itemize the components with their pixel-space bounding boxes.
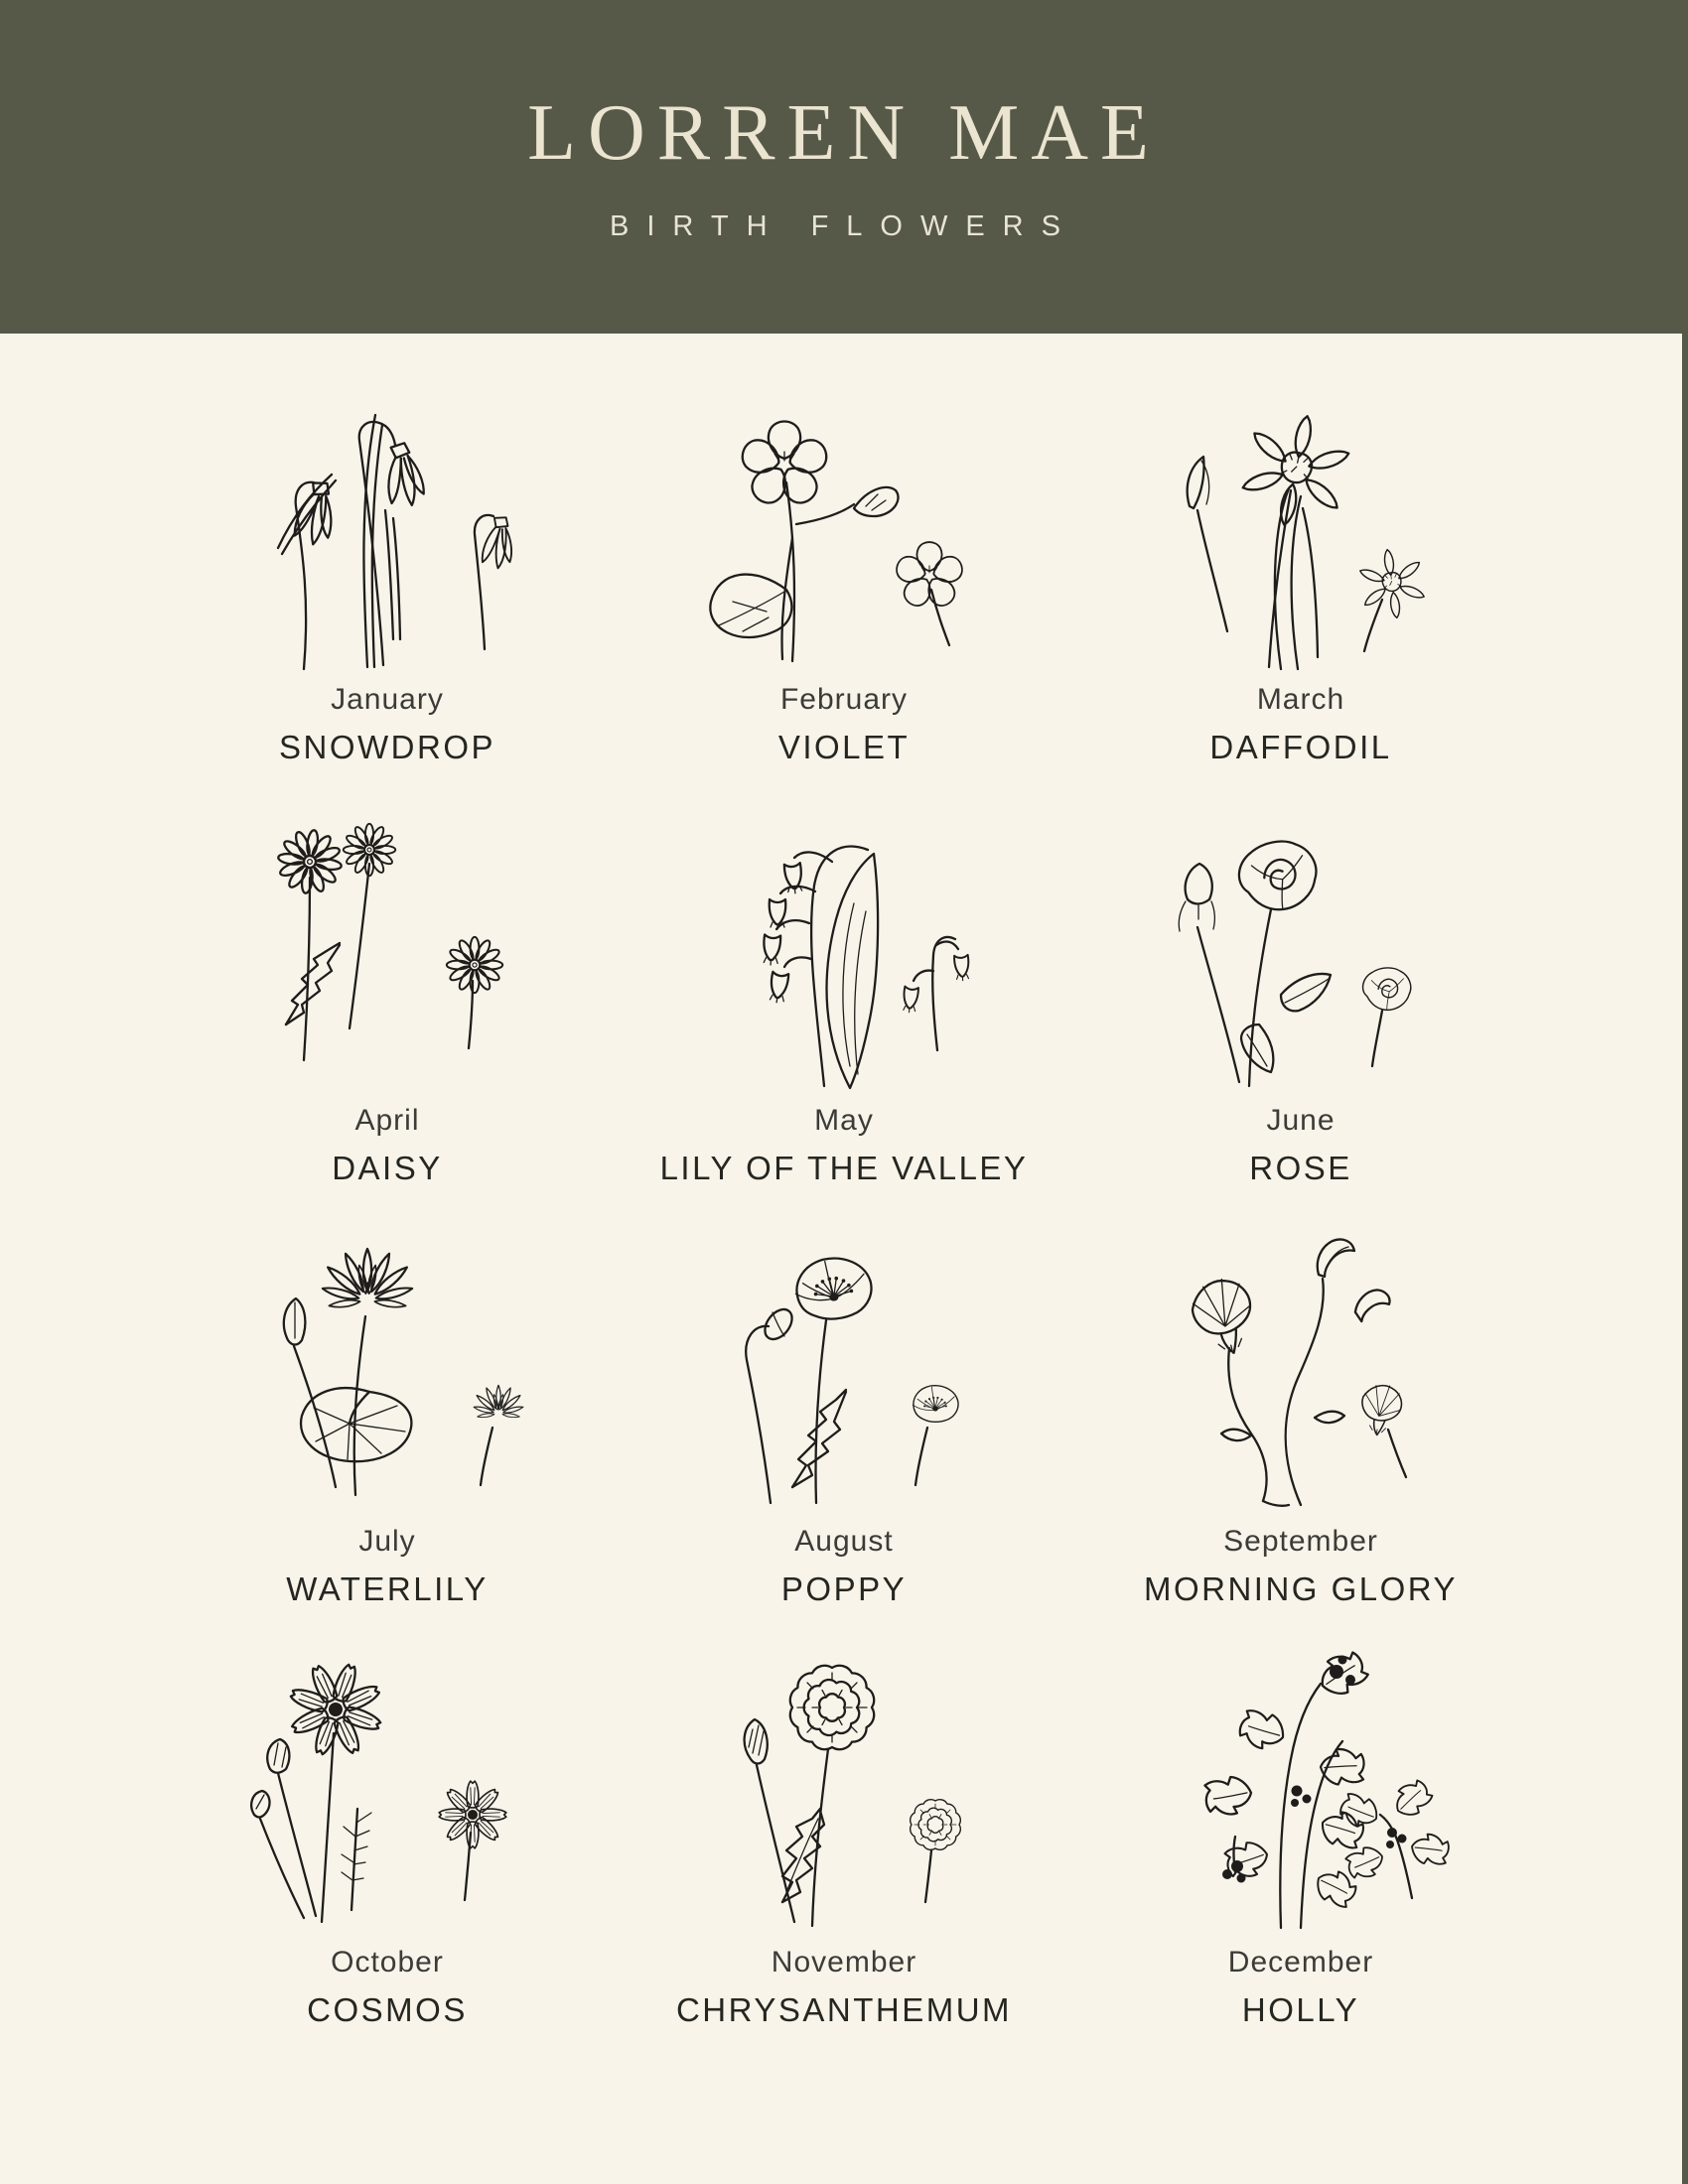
month-card-march	[1072, 379, 1529, 800]
month-card-december	[1072, 1642, 1529, 2063]
poppy-illustration	[675, 1221, 1013, 1519]
month-label: September	[1223, 1525, 1378, 1558]
month-card-october	[159, 1642, 616, 2063]
month-label: December	[1227, 1946, 1374, 1979]
month-label: October	[331, 1946, 444, 1979]
month-card-june	[1072, 800, 1529, 1221]
brand-subtitle: BIRTH FLOWERS	[610, 209, 1078, 242]
daisy-illustration	[218, 800, 556, 1098]
month-card-november	[616, 1642, 1072, 2063]
cosmos-illustration	[218, 1642, 556, 1940]
month-label: July	[358, 1525, 416, 1558]
waterlily-illustration	[218, 1221, 556, 1519]
month-card-may	[616, 800, 1072, 1221]
holly-illustration	[1132, 1642, 1470, 1940]
flower-label: WATERLILY	[286, 1570, 489, 1607]
flower-label: POPPY	[780, 1570, 908, 1607]
snowdrop-illustration	[218, 379, 556, 677]
month-card-january	[159, 379, 616, 800]
month-card-august	[616, 1221, 1072, 1642]
flower-label: MORNING GLORY	[1143, 1570, 1459, 1607]
month-label: August	[794, 1525, 894, 1558]
month-label: June	[1266, 1104, 1336, 1137]
page-edge-strip	[1682, 0, 1688, 2184]
flower-label: SNOWDROP	[279, 729, 495, 765]
month-card-february	[616, 379, 1072, 800]
month-card-september	[1072, 1221, 1529, 1642]
brand-title: LORREN MAE	[527, 88, 1161, 177]
daffodil-illustration	[1132, 379, 1470, 677]
violet-illustration	[675, 379, 1013, 677]
month-label: February	[779, 683, 909, 716]
month-label: April	[354, 1104, 420, 1137]
header-band	[0, 0, 1688, 334]
flower-label: LILY OF THE VALLEY	[659, 1150, 1029, 1186]
rose-illustration	[1132, 800, 1470, 1098]
month-card-april	[159, 800, 616, 1221]
flower-label: ROSE	[1249, 1150, 1352, 1186]
flower-label: DAFFODIL	[1209, 729, 1392, 765]
month-label: March	[1256, 683, 1345, 716]
flower-label: VIOLET	[777, 729, 911, 765]
month-label: January	[331, 683, 444, 716]
month-card-july	[159, 1221, 616, 1642]
flower-label: COSMOS	[307, 1991, 468, 2028]
chrysanthemum-illustration	[675, 1642, 1013, 1940]
month-label: May	[814, 1104, 874, 1137]
lily-of-the-valley-illustration	[675, 800, 1013, 1098]
flower-label: DAISY	[332, 1150, 443, 1186]
morning-glory-illustration	[1132, 1221, 1470, 1519]
flower-label: CHRYSANTHEMUM	[675, 1991, 1013, 2028]
birth-flower-grid	[0, 379, 1688, 2063]
flower-label: HOLLY	[1241, 1991, 1360, 2028]
month-label: November	[771, 1946, 917, 1979]
